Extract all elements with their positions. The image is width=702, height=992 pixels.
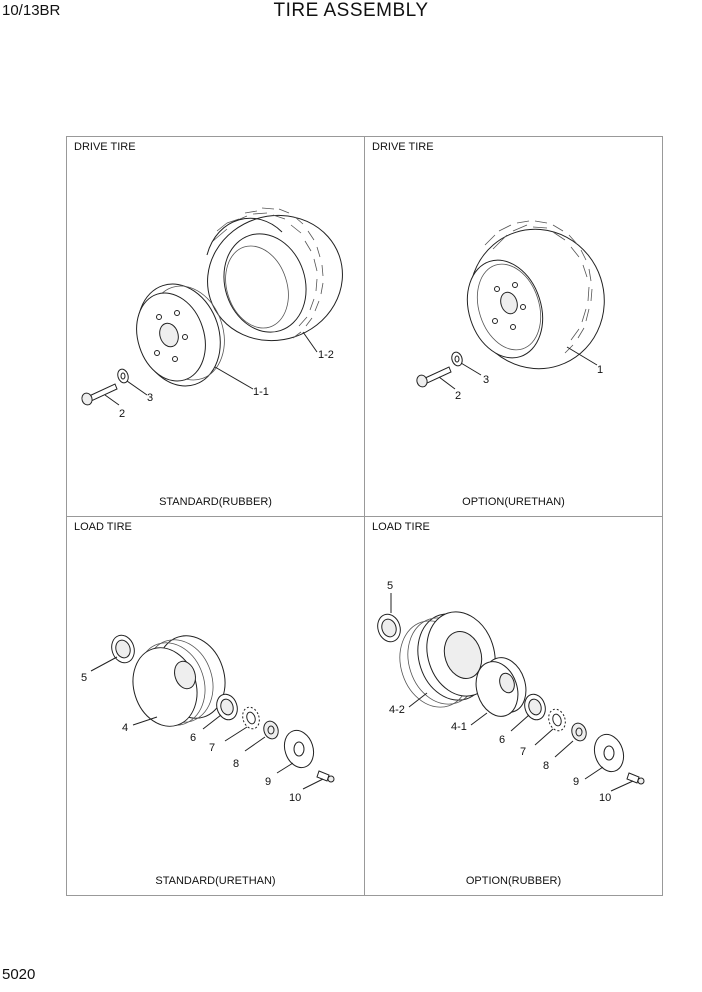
panel-drive-tire-standard (67, 137, 365, 517)
panel-title: DRIVE TIRE (372, 141, 434, 153)
panel-load-tire-option (365, 517, 662, 895)
panel-title: LOAD TIRE (372, 521, 430, 533)
washer-3 (450, 351, 464, 367)
bolt-2 (80, 384, 117, 406)
panel-caption: STANDARD(URETHAN) (155, 875, 276, 887)
nut-8 (570, 721, 589, 742)
page-title: TIRE ASSEMBLY (273, 0, 429, 21)
lock-washer-7 (546, 707, 568, 733)
callout-5: 5 (81, 672, 88, 684)
callout-8: 8 (543, 760, 550, 772)
callout-8: 8 (233, 758, 240, 770)
panel-caption: STANDARD(RUBBER) (159, 496, 272, 508)
model-number: 10/13BR (2, 2, 61, 19)
load-tire-standard-drawing (67, 517, 365, 895)
callout-1: 1 (597, 364, 604, 376)
callout-1-2: 1-2 (318, 349, 334, 361)
panel-caption: OPTION(URETHAN) (462, 496, 565, 508)
bolt-2 (415, 367, 451, 388)
callout-3: 3 (147, 392, 154, 404)
cap-9 (280, 727, 318, 772)
panel-title: DRIVE TIRE (74, 141, 136, 153)
callout-2: 2 (455, 390, 462, 402)
callout-3: 3 (483, 374, 490, 386)
panel-load-tire-standard (67, 517, 365, 895)
callout-4: 4 (122, 722, 129, 734)
load-tire-option-drawing (365, 517, 662, 895)
tire-1 (452, 212, 623, 387)
callout-7: 7 (209, 742, 216, 754)
callout-6: 6 (190, 732, 197, 744)
bearing-5 (374, 611, 404, 644)
callout-10: 10 (599, 792, 612, 804)
drive-tire-option-drawing (365, 137, 662, 517)
callout-7: 7 (520, 746, 527, 758)
callout-1-1: 1-1 (253, 386, 269, 398)
lock-washer-7 (240, 705, 262, 731)
bearing-5 (108, 632, 138, 665)
callout-2: 2 (119, 408, 126, 420)
drive-tire-standard-drawing (67, 137, 365, 517)
page-number: 5020 (2, 966, 36, 983)
callout-10: 10 (289, 792, 302, 804)
cap-9 (590, 731, 628, 776)
panel-title: LOAD TIRE (74, 521, 132, 533)
diagram-grid (66, 136, 663, 896)
callout-6: 6 (499, 734, 506, 746)
panel-caption: OPTION(RUBBER) (465, 875, 562, 887)
panel-drive-tire-option (365, 137, 662, 517)
callout-5: 5 (387, 580, 394, 592)
callout-4-2: 4-2 (389, 704, 405, 716)
callout-9: 9 (573, 776, 580, 788)
callout-9: 9 (265, 776, 272, 788)
callout-4-1: 4-1 (451, 721, 467, 733)
load-wheel-4 (123, 627, 235, 735)
